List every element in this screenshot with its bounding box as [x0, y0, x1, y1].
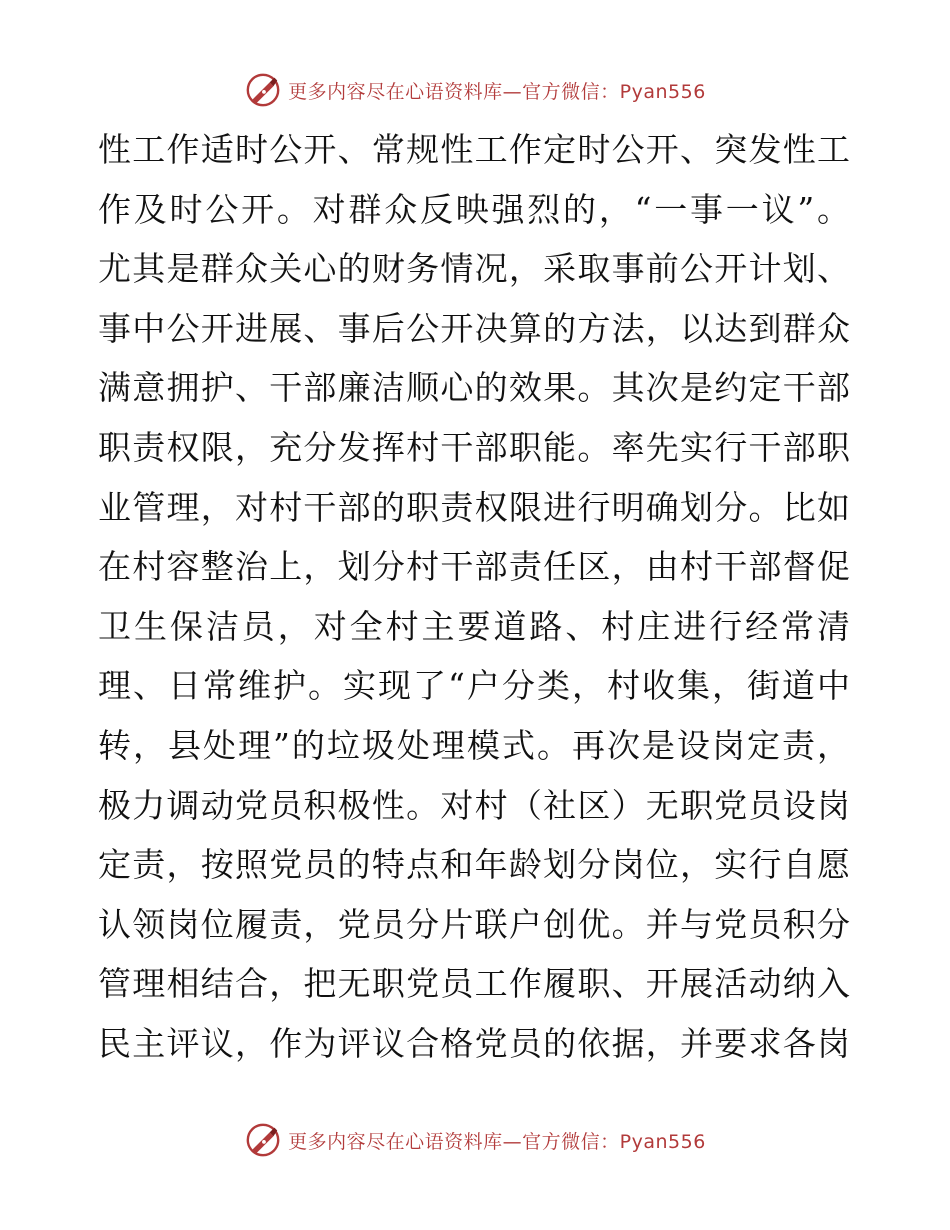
- text-line: 认领岗位履责，党员分片联户创优。并与党员积分: [98, 904, 850, 944]
- footer-watermark: [0, 1118, 950, 1162]
- pen-nib-icon: [244, 1121, 282, 1159]
- pen-nib-icon: [244, 71, 282, 109]
- watermark-text: 更多内容尽在心语资料库—官方微信：Pyan556: [288, 80, 706, 103]
- text-line: 理、日常维护。实现了“户分类，村收集，街道中: [98, 666, 850, 706]
- text-line: 业管理，对村干部的职责权限进行明确划分。比如: [98, 487, 850, 527]
- text-line: 满意拥护、干部廉洁顺心的效果。其次是约定干部: [98, 368, 850, 408]
- text-line: 管理相结合，把无职党员工作履职、开展活动纳入: [98, 964, 850, 1004]
- text-line: 尤其是群众关心的财务情况，采取事前公开计划、: [98, 249, 850, 289]
- text-line: 作及时公开。对群众反映强烈的，“一事一议”。: [98, 189, 850, 229]
- text-line: 转，县处理”的垃圾处理模式。再次是设岗定责，: [98, 725, 850, 765]
- text-line: 职责权限，充分发挥村干部职能。率先实行干部职: [98, 427, 850, 467]
- text-line: 极力调动党员积极性。对村（社区）无职党员设岗: [98, 785, 850, 825]
- text-line: 民主评议，作为评议合格党员的依据，并要求各岗: [98, 1023, 850, 1063]
- text-line: 定责，按照党员的特点和年龄划分岗位，实行自愿: [98, 845, 850, 885]
- text-line: 在村容整治上，划分村干部责任区，由村干部督促: [98, 547, 850, 587]
- document-body: [98, 120, 850, 1074]
- header-watermark: [0, 68, 950, 112]
- text-line: 性工作适时公开、常规性工作定时公开、突发性工: [98, 130, 850, 169]
- text-line: 卫生保洁员，对全村主要道路、村庄进行经常清: [98, 606, 850, 646]
- watermark-text: 更多内容尽在心语资料库—官方微信：Pyan556: [288, 1130, 706, 1153]
- text-line: 事中公开进展、事后公开决算的方法，以达到群众: [98, 308, 850, 348]
